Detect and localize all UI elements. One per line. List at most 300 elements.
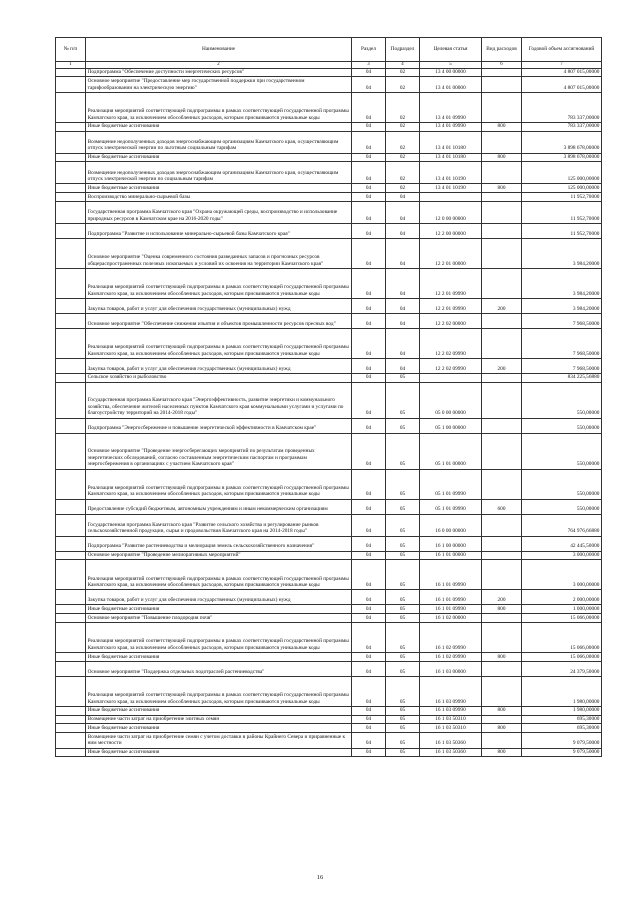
table-row: [56, 358, 602, 373]
cell-summa: 4 807 015,00000: [522, 68, 602, 77]
cell-summa: 11 952,70000: [522, 201, 602, 223]
cell-razdel: 04: [352, 661, 386, 676]
table-row: [56, 614, 602, 623]
cell-number: [56, 92, 86, 122]
cell-statya: 13 4 00 00000: [420, 68, 482, 77]
cell-name: Предоставление субсидий бюджетным, автономным учреждениям и иным некоммерческим организациям: [86, 499, 352, 514]
cell-razdel: 04: [352, 223, 386, 238]
cell-name: Сельское хозяйство и рыболовство: [86, 373, 352, 382]
cell-razdel: 04: [352, 313, 386, 328]
table-row: [56, 536, 602, 551]
cell-podrazdel: 05: [386, 536, 420, 551]
cell-summa: 125 000,00000: [522, 162, 602, 184]
cell-name: Реализация мероприятий соответствующей подпрограммы в рамках соответствующей государственной программы Камчатского края, за исключением обособленных расходов, которым присваиваются уникальные коды: [86, 469, 352, 499]
cell-name: Реализация мероприятий соответствующей подпрограммы в рамках соответствующей государственной программы Камчатского края, за исключением обособленных расходов, которым присваиваются уникальные коды: [86, 623, 352, 653]
cell-razdel: 04: [352, 162, 386, 184]
cell-razdel: 04: [352, 469, 386, 499]
cell-summa: 783 337,00000: [522, 122, 602, 131]
table-row: [56, 184, 602, 193]
cell-number: [56, 382, 86, 418]
cell-statya: 12 2 02 09990: [420, 358, 482, 373]
cell-statya: 16 1 03 09990: [420, 706, 482, 715]
cell-vid: [482, 77, 522, 92]
table-row: [56, 268, 602, 298]
column-number: 7: [522, 62, 602, 68]
cell-number: [56, 268, 86, 298]
cell-summa: 783 337,00000: [522, 92, 602, 122]
cell-razdel: 04: [352, 92, 386, 122]
cell-statya: 16 1 02 09990: [420, 653, 482, 662]
cell-summa: 3 984,20000: [522, 238, 602, 268]
cell-razdel: 04: [352, 153, 386, 162]
cell-podrazdel: 05: [386, 469, 420, 499]
cell-number: [56, 614, 86, 623]
cell-podrazdel: 05: [386, 653, 420, 662]
cell-summa: 550,00000: [522, 433, 602, 469]
cell-razdel: 04: [352, 536, 386, 551]
cell-summa: 3 898 678,00000: [522, 131, 602, 153]
table-body: [56, 68, 602, 757]
budget-table-sheet: [55, 37, 601, 757]
cell-razdel: 04: [352, 418, 386, 433]
cell-summa: 15 066,00000: [522, 623, 602, 653]
cell-summa: 15 066,00000: [522, 614, 602, 623]
header-number: № п/п: [56, 38, 86, 62]
cell-name: Возмещение недополученных доходов энергоснабжающим организациям Камчатского края, осуществляющим отпуск электрической энергии по социальным тарифам: [86, 162, 352, 184]
cell-statya: 05 1 01 00000: [420, 433, 482, 469]
cell-number: [56, 328, 86, 358]
cell-name: Иные бюджетные ассигнования: [86, 122, 352, 131]
cell-summa: 3 000,00000: [522, 551, 602, 560]
cell-razdel: 04: [352, 724, 386, 733]
cell-podrazdel: 04: [386, 328, 420, 358]
table-row: [56, 605, 602, 614]
header-podrazdel: Подраздел: [386, 38, 420, 62]
cell-vid: [482, 328, 522, 358]
cell-razdel: 04: [352, 605, 386, 614]
cell-statya: 16 1 01 00000: [420, 551, 482, 560]
cell-vid: [482, 551, 522, 560]
cell-razdel: 04: [352, 676, 386, 706]
table-row: [56, 77, 602, 92]
table-row: [56, 92, 602, 122]
cell-vid: [482, 373, 522, 382]
table-row: [56, 122, 602, 131]
cell-vid: [482, 162, 522, 184]
table-row: [56, 733, 602, 748]
cell-statya: 12 2 02 00000: [420, 313, 482, 328]
cell-number: [56, 748, 86, 757]
cell-number: [56, 623, 86, 653]
cell-podrazdel: 05: [386, 661, 420, 676]
table-row: [56, 623, 602, 653]
cell-razdel: 04: [352, 382, 386, 418]
table-row: [56, 661, 602, 676]
cell-razdel: 04: [352, 122, 386, 131]
cell-razdel: 04: [352, 551, 386, 560]
cell-statya: 05 1 00 00000: [420, 418, 482, 433]
table-row: [56, 328, 602, 358]
cell-summa: 3 898 678,00000: [522, 153, 602, 162]
cell-number: [56, 68, 86, 77]
cell-vid: [482, 623, 522, 653]
cell-name: Подпрограмма "Обеспечение доступности энергетических ресурсов": [86, 68, 352, 77]
cell-name: Государственная программа Камчатского края "Охрана окружающей среды, воспроизводство и использование природных ресурсов в Камчатском крае на 2016-2020 годы": [86, 201, 352, 223]
cell-statya: 13 4 01 10180: [420, 131, 482, 153]
header-summa: Годовой объем ассигнований: [522, 38, 602, 62]
cell-razdel: 04: [352, 514, 386, 536]
cell-podrazdel: 05: [386, 373, 420, 382]
table-row: [56, 131, 602, 153]
cell-vid: [482, 661, 522, 676]
cell-statya: 12 2 01 09990: [420, 298, 482, 313]
cell-podrazdel: 05: [386, 382, 420, 418]
cell-razdel: 04: [352, 499, 386, 514]
cell-name: Иные бюджетные ассигнования: [86, 653, 352, 662]
table-row: [56, 153, 602, 162]
cell-number: [56, 560, 86, 590]
table-row: [56, 551, 602, 560]
cell-statya: 16 1 02 00000: [420, 614, 482, 623]
cell-vid: [482, 92, 522, 122]
cell-podrazdel: 05: [386, 605, 420, 614]
column-number: 4: [386, 62, 420, 68]
cell-number: [56, 733, 86, 748]
cell-summa: 550,00000: [522, 382, 602, 418]
cell-podrazdel: 04: [386, 223, 420, 238]
cell-vid: [482, 223, 522, 238]
cell-name: Основное мероприятие "Предоставление мер государственной поддержки при государственном тарифообразовании на электрическую энергию": [86, 77, 352, 92]
cell-summa: 550,00000: [522, 469, 602, 499]
cell-statya: 16 1 03 50360: [420, 748, 482, 757]
cell-razdel: 04: [352, 358, 386, 373]
cell-vid: 800: [482, 724, 522, 733]
cell-statya: 13 4 01 09990: [420, 92, 482, 122]
table-row: [56, 201, 602, 223]
cell-statya: 16 1 01 09990: [420, 590, 482, 605]
cell-podrazdel: 04: [386, 201, 420, 223]
cell-number: [56, 551, 86, 560]
cell-number: [56, 358, 86, 373]
cell-podrazdel: 05: [386, 676, 420, 706]
header-vid: Вид расходов: [482, 38, 522, 62]
cell-summa: 764 976,66880: [522, 514, 602, 536]
cell-summa: 11 952,70000: [522, 223, 602, 238]
cell-summa: 3 984,20000: [522, 268, 602, 298]
cell-statya: 16 1 02 09990: [420, 623, 482, 653]
cell-razdel: 04: [352, 653, 386, 662]
table-row: [56, 724, 602, 733]
cell-name: Государственная программа Камчатского края "Энергоэффективность, развитие энергетики и коммунального хозяйства, обеспечение жителей населенных пунктов Камчатского края коммунальными услугами и услугами по благоустройству территорий на 2014-2018 годы": [86, 382, 352, 418]
cell-vid: 800: [482, 748, 522, 757]
cell-statya: 16 1 03 50360: [420, 733, 482, 748]
cell-name: Иные бюджетные ассигнования: [86, 706, 352, 715]
cell-name: Возмещение части затрат на приобретение семян с учетом доставки в районы Крайнего Севера и приравненные к ним местности: [86, 733, 352, 748]
cell-name: Основное мероприятие "Проведение мелиоративных мероприятий": [86, 551, 352, 560]
cell-statya: 16 1 01 09990: [420, 605, 482, 614]
table-row: [56, 560, 602, 590]
cell-summa: 2 000,00000: [522, 590, 602, 605]
cell-summa: 7 968,50000: [522, 358, 602, 373]
cell-razdel: 04: [352, 68, 386, 77]
cell-number: [56, 193, 86, 202]
table-row: [56, 433, 602, 469]
table-row: [56, 715, 602, 724]
table-row: [56, 313, 602, 328]
table-row: [56, 382, 602, 418]
cell-statya: 13 4 01 10190: [420, 184, 482, 193]
cell-statya: 13 4 01 09990: [420, 122, 482, 131]
cell-name: Основное мероприятие "Повышение плодородия почв": [86, 614, 352, 623]
table-row: [56, 162, 602, 184]
cell-razdel: 04: [352, 238, 386, 268]
cell-number: [56, 514, 86, 536]
cell-statya: 13 4 01 10190: [420, 162, 482, 184]
column-number: 6: [482, 62, 522, 68]
cell-statya: 12 2 02 09990: [420, 328, 482, 358]
cell-name: Закупка товаров, работ и услуг для обеспечения государственных (муниципальных) нужд: [86, 298, 352, 313]
cell-statya: 12 2 01 09990: [420, 268, 482, 298]
cell-number: [56, 184, 86, 193]
cell-name: Закупка товаров, работ и услуг для обеспечения государственных (муниципальных) нужд: [86, 590, 352, 605]
cell-podrazdel: 02: [386, 131, 420, 153]
cell-statya: 12 2 01 00000: [420, 238, 482, 268]
cell-podrazdel: 04: [386, 298, 420, 313]
cell-name: Иные бюджетные ассигнования: [86, 748, 352, 757]
cell-summa: 695,30000: [522, 724, 602, 733]
cell-statya: 16 0 00 00000: [420, 514, 482, 536]
cell-podrazdel: 05: [386, 706, 420, 715]
cell-vid: 800: [482, 706, 522, 715]
cell-number: [56, 77, 86, 92]
cell-name: Возмещение недополученных доходов энергоснабжающим организациям Камчатского края, осуществляющим отпуск электрической энергии по льготным социальным тарифам: [86, 131, 352, 153]
cell-podrazdel: 04: [386, 238, 420, 268]
cell-summa: 3 984,20000: [522, 298, 602, 313]
column-number: 2: [86, 62, 352, 68]
cell-summa: 15 066,00000: [522, 653, 602, 662]
table-row: [56, 653, 602, 662]
cell-podrazdel: 05: [386, 748, 420, 757]
cell-podrazdel: 05: [386, 733, 420, 748]
table-row: [56, 298, 602, 313]
cell-podrazdel: 05: [386, 724, 420, 733]
table-row: [56, 469, 602, 499]
cell-statya: 16 1 03 50310: [420, 715, 482, 724]
cell-summa: 4 807 015,00000: [522, 77, 602, 92]
cell-number: [56, 536, 86, 551]
cell-razdel: 04: [352, 184, 386, 193]
cell-vid: [482, 268, 522, 298]
cell-name: Основное мероприятие "Оценка современного состояния разведанных запасов и прогнозных ресурсов общераспространенных полезных ископаемых и условий их освоения на территории Камчатского края": [86, 238, 352, 268]
table-row: [56, 748, 602, 757]
cell-statya: 12 2 00 00000: [420, 223, 482, 238]
cell-razdel: 04: [352, 715, 386, 724]
cell-razdel: 04: [352, 328, 386, 358]
cell-number: [56, 433, 86, 469]
cell-podrazdel: 02: [386, 68, 420, 77]
cell-name: Закупка товаров, работ и услуг для обеспечения государственных (муниципальных) нужд: [86, 358, 352, 373]
table-row: [56, 590, 602, 605]
cell-name: Подпрограмма "Развитие и использование минерально-сырьевой базы Камчатского края": [86, 223, 352, 238]
cell-razdel: 04: [352, 706, 386, 715]
cell-vid: 200: [482, 358, 522, 373]
cell-summa: 24 379,50000: [522, 661, 602, 676]
cell-vid: [482, 514, 522, 536]
cell-vid: [482, 715, 522, 724]
header-razdel: Раздел: [352, 38, 386, 62]
cell-podrazdel: 05: [386, 433, 420, 469]
cell-name: Подпрограмма "Развитие растениеводства и мелиорация земель сельскохозяйственного назначения": [86, 536, 352, 551]
cell-vid: [482, 614, 522, 623]
cell-vid: 800: [482, 653, 522, 662]
cell-vid: 200: [482, 590, 522, 605]
cell-vid: [482, 469, 522, 499]
cell-podrazdel: 02: [386, 162, 420, 184]
table-row: [56, 499, 602, 514]
cell-podrazdel: 04: [386, 313, 420, 328]
cell-vid: [482, 131, 522, 153]
cell-vid: [482, 313, 522, 328]
table-row: [56, 418, 602, 433]
header-name: Наименование: [86, 38, 352, 62]
cell-podrazdel: 05: [386, 560, 420, 590]
cell-summa: 9 079,50000: [522, 733, 602, 748]
cell-name: Возмещение части затрат на приобретение элитных семян: [86, 715, 352, 724]
cell-number: [56, 298, 86, 313]
cell-statya: 12 0 00 00000: [420, 201, 482, 223]
cell-summa: 1 980,00000: [522, 706, 602, 715]
column-number: 5: [420, 62, 482, 68]
cell-podrazdel: 05: [386, 614, 420, 623]
cell-number: [56, 469, 86, 499]
column-number: 3: [352, 62, 386, 68]
cell-podrazdel: 02: [386, 122, 420, 131]
table-row: [56, 676, 602, 706]
cell-razdel: 04: [352, 433, 386, 469]
cell-number: [56, 238, 86, 268]
budget-table: [55, 37, 602, 757]
cell-summa: 1 980,00000: [522, 676, 602, 706]
cell-statya: 16 1 03 09990: [420, 676, 482, 706]
cell-number: [56, 131, 86, 153]
cell-summa: 3 000,00000: [522, 560, 602, 590]
cell-podrazdel: 04: [386, 193, 420, 202]
cell-statya: 05 1 01 09990: [420, 469, 482, 499]
cell-summa: 550,00000: [522, 499, 602, 514]
cell-statya: [420, 193, 482, 202]
cell-number: [56, 676, 86, 706]
cell-number: [56, 499, 86, 514]
cell-podrazdel: 04: [386, 358, 420, 373]
cell-name: Иные бюджетные ассигнования: [86, 153, 352, 162]
cell-name: Воспроизводство минерально-сырьевой базы: [86, 193, 352, 202]
cell-name: Государственная программа Камчатского края "Развитие сельского хозяйства и регулирование рынков сельскохозяйственной продукции, сырья и продовольствия Камчатского края на 2014-2018 годы": [86, 514, 352, 536]
cell-number: [56, 223, 86, 238]
cell-number: [56, 706, 86, 715]
table-row: [56, 373, 602, 382]
cell-summa: 9 079,50000: [522, 748, 602, 757]
cell-name: Подпрограмма "Энергосбережение и повышение энергетической эффективности в Камчатском крае": [86, 418, 352, 433]
cell-vid: [482, 536, 522, 551]
cell-vid: [482, 68, 522, 77]
cell-podrazdel: 05: [386, 715, 420, 724]
cell-statya: 13 4 01 10180: [420, 153, 482, 162]
cell-number: [56, 715, 86, 724]
cell-name: Реализация мероприятий соответствующей подпрограммы в рамках соответствующей государственной программы Камчатского края, за исключением обособленных расходов, которым присваиваются уникальные коды: [86, 328, 352, 358]
cell-number: [56, 162, 86, 184]
cell-name: Иные бюджетные ассигнования: [86, 605, 352, 614]
cell-podrazdel: 04: [386, 268, 420, 298]
cell-number: [56, 313, 86, 328]
cell-vid: 600: [482, 499, 522, 514]
table-row: [56, 68, 602, 77]
cell-summa: 7 968,50000: [522, 328, 602, 358]
cell-statya: [420, 373, 482, 382]
cell-summa: 695,30000: [522, 715, 602, 724]
cell-summa: 834 225,56880: [522, 373, 602, 382]
cell-number: [56, 590, 86, 605]
cell-vid: [482, 382, 522, 418]
cell-podrazdel: 05: [386, 551, 420, 560]
cell-vid: 800: [482, 153, 522, 162]
cell-vid: [482, 733, 522, 748]
cell-podrazdel: 05: [386, 590, 420, 605]
cell-vid: [482, 201, 522, 223]
cell-razdel: 04: [352, 560, 386, 590]
cell-razdel: 04: [352, 590, 386, 605]
cell-summa: 550,00000: [522, 418, 602, 433]
cell-razdel: 04: [352, 77, 386, 92]
cell-number: [56, 661, 86, 676]
cell-podrazdel: 02: [386, 92, 420, 122]
cell-name: Основное мероприятие "Обеспечение снижения изъятия и объектов промышленности ресурсов пресных вод": [86, 313, 352, 328]
cell-name: Основное мероприятие "Проведение энергосберегающих мероприятий по результатам проведенных энергетических обследований, согласно составленным энергетическим паспортам и программам энергосбережения в организациях с участием Камчатского края": [86, 433, 352, 469]
cell-name: Реализация мероприятий соответствующей подпрограммы в рамках соответствующей государственной программы Камчатского края, за исключением обособленных расходов, которым присваиваются уникальные коды: [86, 560, 352, 590]
cell-podrazdel: 05: [386, 499, 420, 514]
cell-vid: [482, 560, 522, 590]
cell-razdel: 04: [352, 614, 386, 623]
cell-number: [56, 418, 86, 433]
cell-razdel: 04: [352, 623, 386, 653]
cell-summa: 1 000,00000: [522, 605, 602, 614]
header-statya: Целевая статья: [420, 38, 482, 62]
cell-number: [56, 653, 86, 662]
cell-podrazdel: 02: [386, 153, 420, 162]
cell-razdel: 04: [352, 748, 386, 757]
cell-podrazdel: 05: [386, 623, 420, 653]
cell-number: [56, 373, 86, 382]
table-row: [56, 706, 602, 715]
cell-statya: 16 1 00 00000: [420, 536, 482, 551]
cell-number: [56, 605, 86, 614]
cell-podrazdel: 02: [386, 77, 420, 92]
cell-statya: 13 4 01 00000: [420, 77, 482, 92]
cell-vid: [482, 238, 522, 268]
cell-razdel: 04: [352, 268, 386, 298]
column-number: 1: [56, 62, 86, 68]
cell-razdel: 04: [352, 298, 386, 313]
cell-razdel: 04: [352, 373, 386, 382]
cell-vid: 800: [482, 122, 522, 131]
cell-number: [56, 122, 86, 131]
cell-vid: [482, 193, 522, 202]
cell-number: [56, 153, 86, 162]
cell-name: Реализация мероприятий соответствующей подпрограммы в рамках соответствующей государственной программы Камчатского края, за исключением обособленных расходов, которым присваиваются уникальные коды: [86, 676, 352, 706]
cell-vid: [482, 433, 522, 469]
cell-summa: 42 445,50000: [522, 536, 602, 551]
cell-razdel: 04: [352, 193, 386, 202]
cell-name: Реализация мероприятий соответствующей подпрограммы в рамках соответствующей государственной программы Камчатского края, за исключением обособленных расходов, которым присваиваются уникальные коды: [86, 92, 352, 122]
